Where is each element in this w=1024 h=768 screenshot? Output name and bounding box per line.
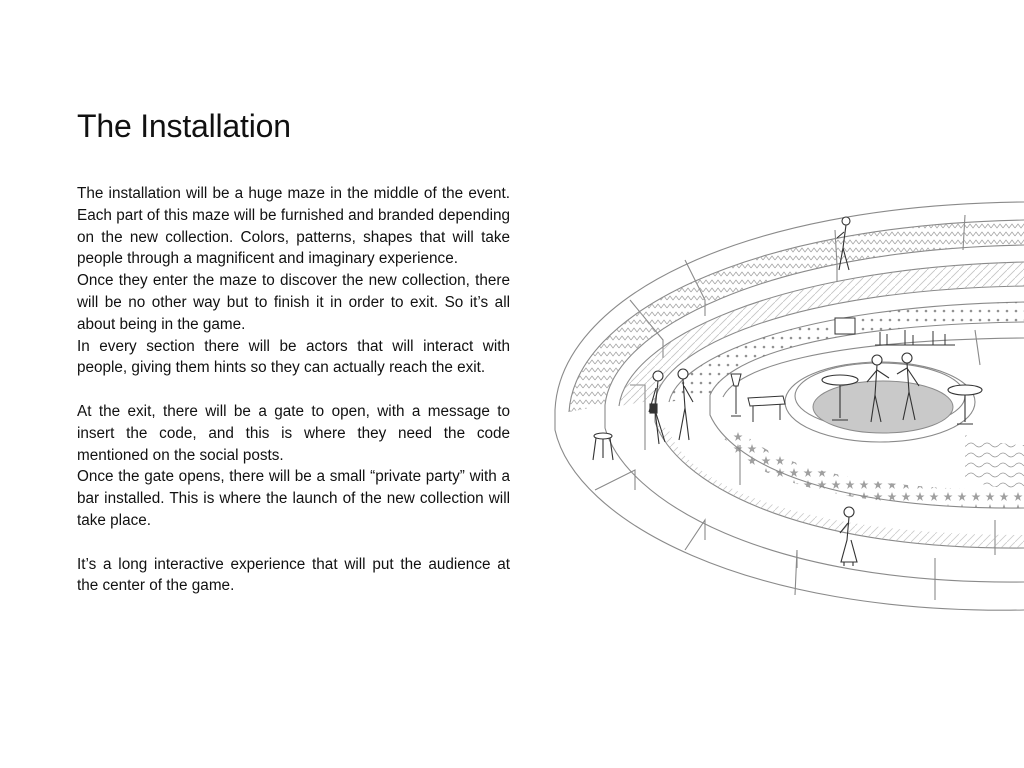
stool [593,433,613,460]
lamp-and-desk [731,374,785,422]
maze-drawing [535,190,1024,630]
paragraph-spacer [77,532,510,554]
body-text [77,183,510,597]
cabinet [835,318,855,334]
paragraph: At the exit, there will be a gate to open, with a message to insert the code, and this is where they need the code mentioned on the social posts. [77,402,510,464]
page-title: The Installation [77,108,291,144]
paragraph: Once they enter the maze to discover the new collection, there will be no other way but to finish it in order to exit. So it’s all about being in the game. [77,272,510,333]
paragraph: In every section there will be actors that will interact with people, giving them hints so they can actually reach the exit. [77,337,510,377]
wave-band [965,435,1024,490]
paragraph-spacer [77,379,510,401]
actor-figure [840,507,857,566]
paragraph: The installation will be a huge maze in the middle of the event. Each part of this maze will be furnished and branded depending on the new collection. Colors, patterns, shapes that will take people through a magnificent and imaginary experience. [77,185,510,268]
maze-illustration [535,190,1024,630]
paragraph: It’s a long interactive experience that will put the audience at the center of the game. [77,555,510,595]
paragraph: Once the gate opens, there will be a small “private party” with a bar installed. This is where the launch of the new collection will take place. [77,468,510,529]
bar-floor [813,381,953,433]
